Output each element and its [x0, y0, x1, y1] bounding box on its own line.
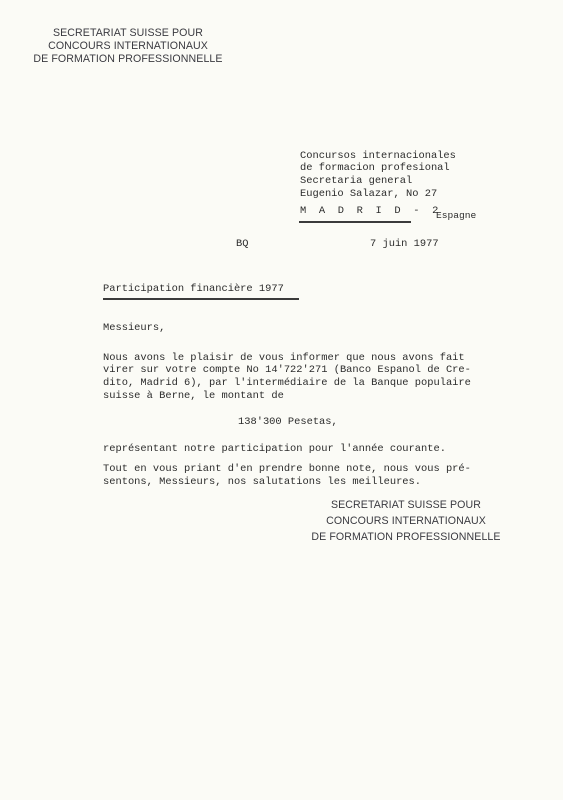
body-line: représentant notre participation pour l'année courante.	[103, 443, 446, 455]
letterhead-line: DE FORMATION PROFESSIONNELLE	[33, 53, 223, 65]
recipient-line: Eugenio Salazar, No 27	[300, 188, 438, 200]
city-underline	[299, 221, 411, 223]
body-line: sentons, Messieurs, nos salutations les meilleures.	[103, 476, 422, 488]
body-line: virer sur votre compte No 14'722'271 (Banco Espanol de Cre-	[103, 364, 471, 376]
body-line: Tout en vous priant d'en prendre bonne note, nous vous pré-	[103, 463, 471, 475]
recipient-line: de formacion profesional	[300, 162, 450, 174]
body-line: suisse à Berne, le montant de	[103, 390, 284, 402]
subject-line: Participation financière 1977	[103, 283, 284, 295]
recipient-city: M A D R I D - 2	[300, 205, 442, 217]
signature-stamp	[306, 499, 506, 544]
letterhead-line: SECRETARIAT SUISSE POUR	[52, 27, 204, 39]
body-line: dito, Madrid 6), par l'intermédiaire de la Banque populaire	[103, 377, 471, 389]
reference-initials: BQ	[236, 238, 249, 250]
salutation: Messieurs,	[103, 322, 166, 334]
subject-underline	[103, 298, 299, 300]
amount: 138'300 Pesetas,	[238, 416, 338, 428]
letterhead-stamp	[28, 27, 228, 66]
signature-line: DE FORMATION PROFESSIONNELLE	[311, 531, 501, 543]
letter-date: 7 juin 1977	[370, 238, 439, 250]
body-line: Nous avons le plaisir de vous informer que nous avons fait	[103, 352, 465, 364]
recipient-line: Concursos internacionales	[300, 150, 456, 162]
recipient-country: Espagne	[436, 210, 477, 221]
letterhead-line: CONCOURS INTERNATIONAUX	[48, 40, 208, 52]
signature-line: SECRETARIAT SUISSE POUR	[330, 499, 482, 511]
recipient-line: Secretaria general	[300, 175, 413, 187]
signature-line: CONCOURS INTERNATIONAUX	[326, 515, 486, 527]
